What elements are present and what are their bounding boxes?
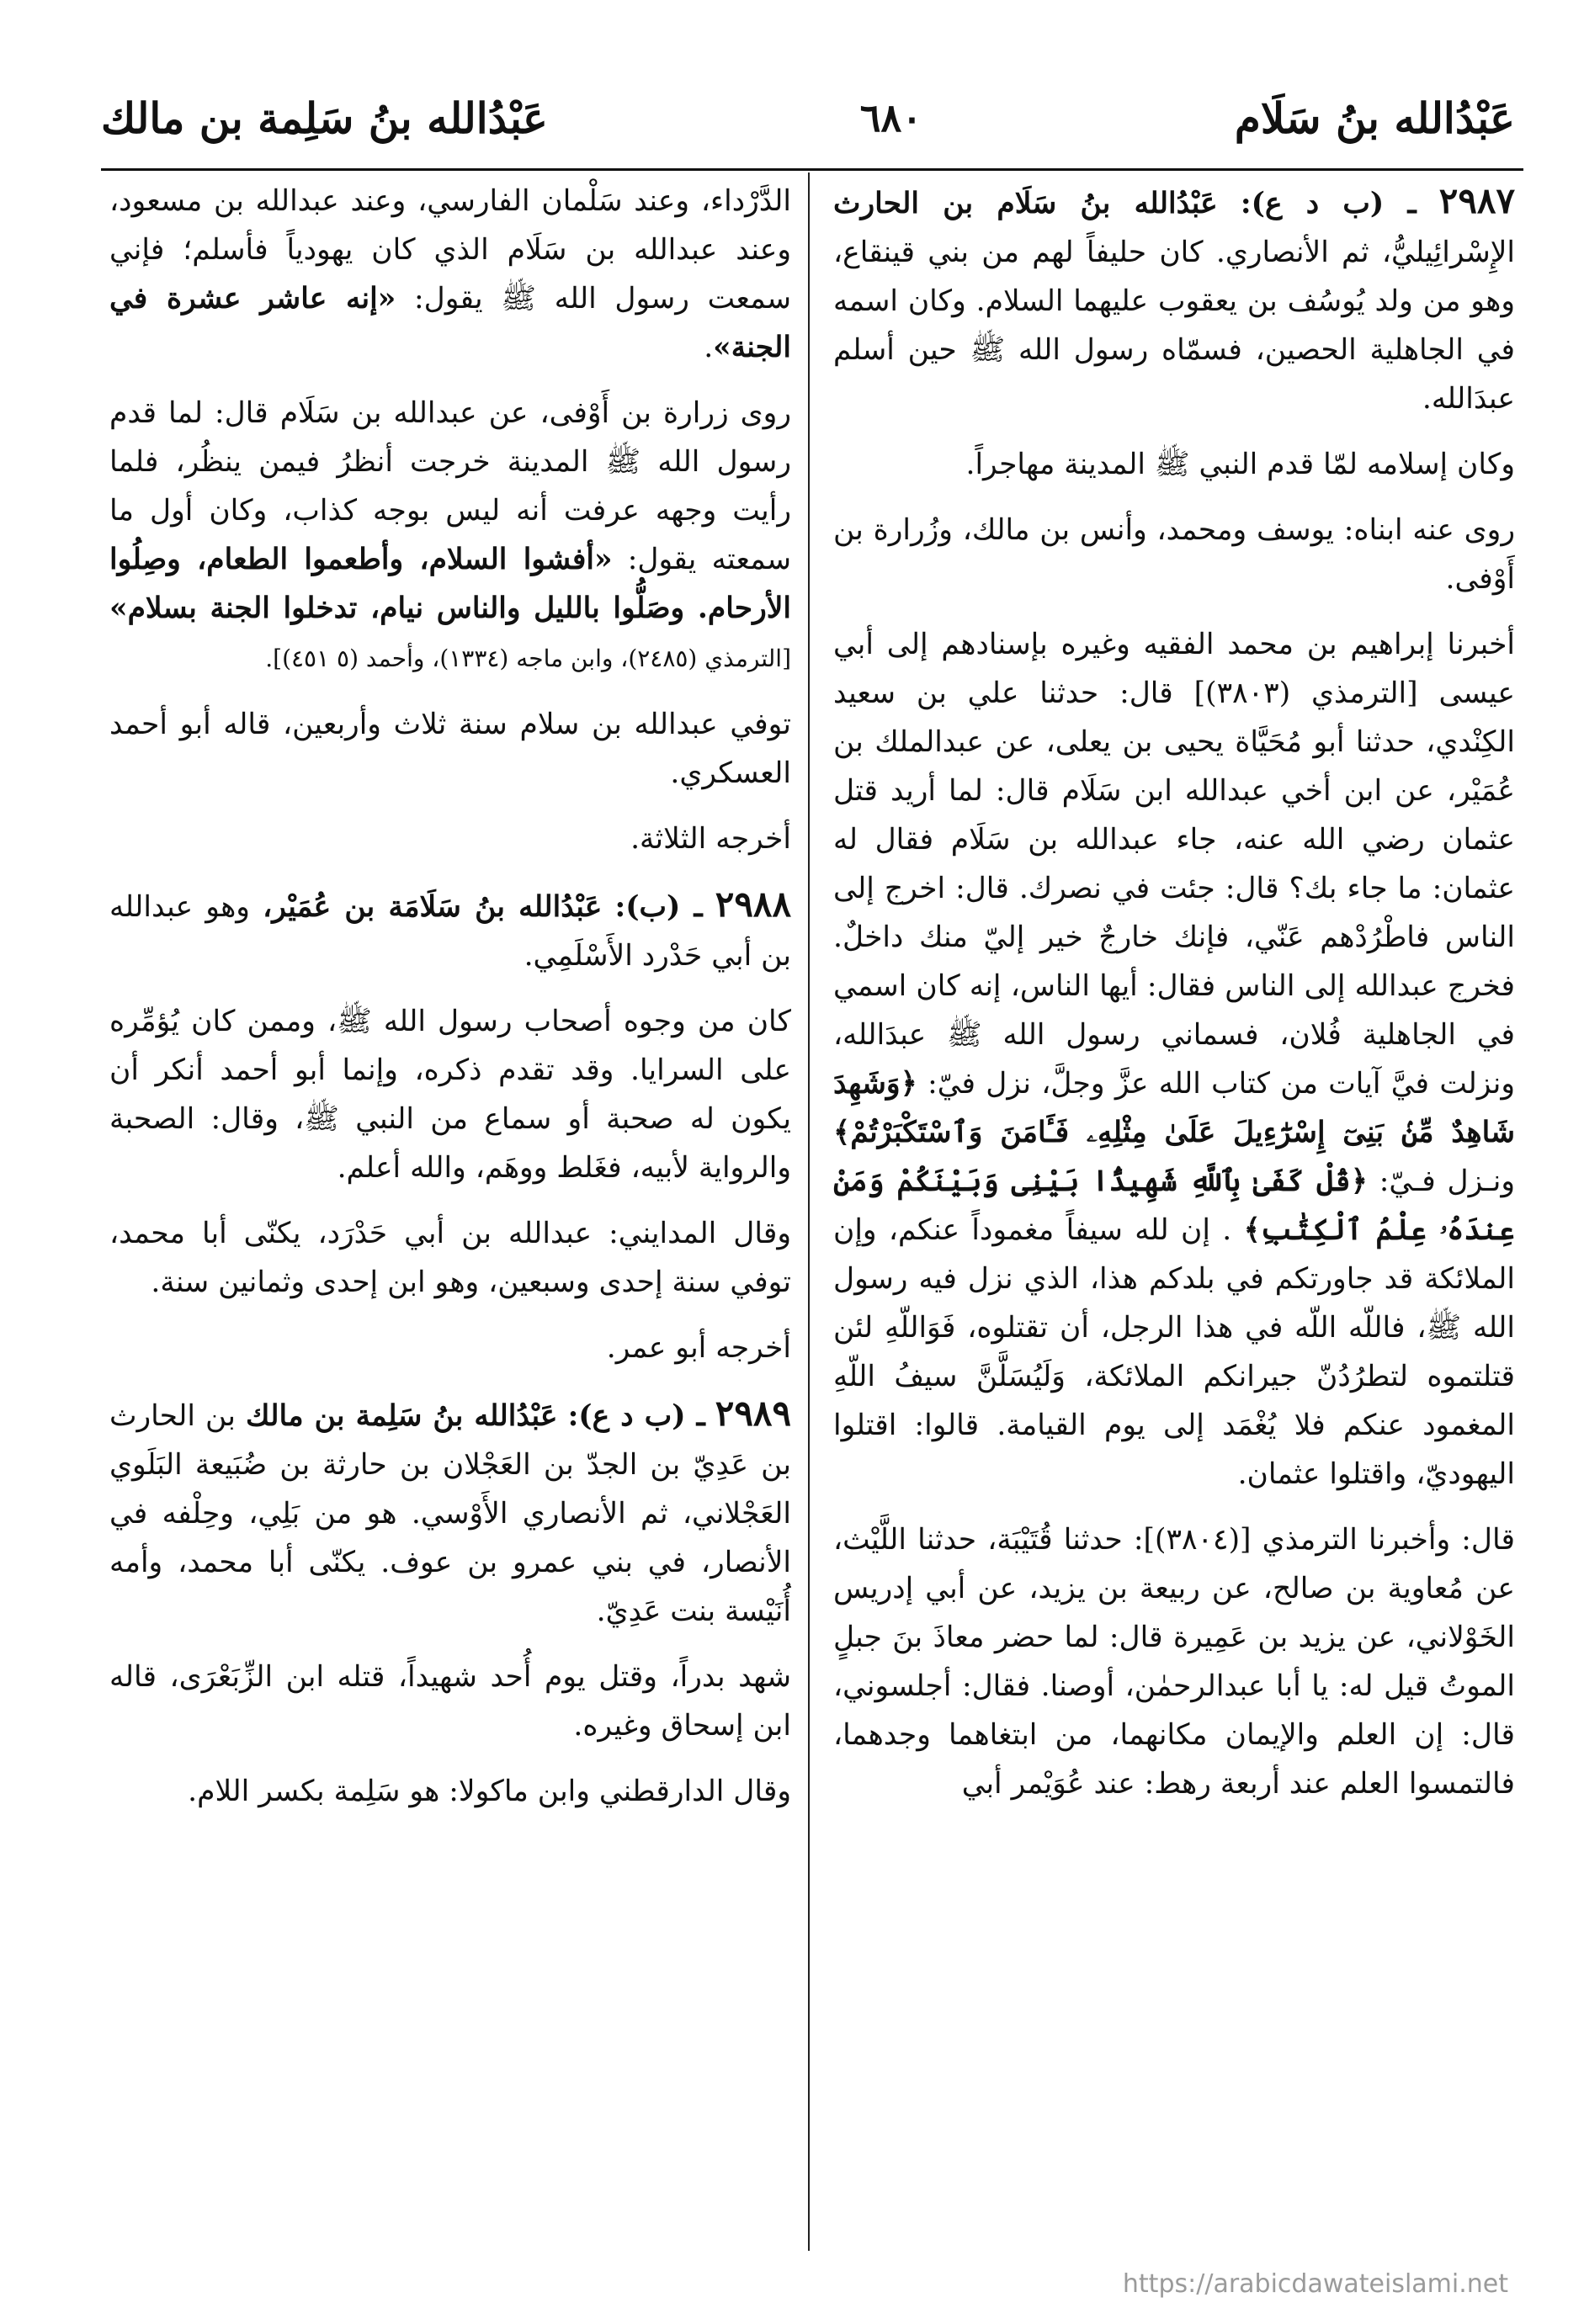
entry-name: عَبْدُالله بنُ سَلَامَة بن عُمَيْر، (263, 890, 603, 924)
entry-2988 (109, 880, 791, 980)
entry-code: ـ (ب): (614, 890, 703, 924)
paragraph-text: ونـزل فـيّ: (1379, 1165, 1515, 1198)
quran-verse: ﴿وَشَهِدَ شَاهِدٌ مِّنۢ بَنِىٓ إِسْرَٰٓءِيلَ عَلَىٰ مِثْلِهِۦ فَـَٔامَنَ وَٱسْتَكْبَرْتُمْ﴾ (833, 1067, 1515, 1149)
right-column (833, 177, 1515, 2247)
paragraph-text: روى زرارة بن أَوْفى، عن عبدالله بن سَلَام قال: لما قدم رسول الله ﷺ المدينة خرجت أنظرُ فيمن ينظُر، فلما رأيت وجهه عرفت أنه ليس بوجه كذاب، وكان أول ما سمعته يقول: (109, 396, 791, 576)
header-rule (101, 168, 1523, 171)
punctuation: . (704, 331, 714, 364)
paragraph: أخرجه الثلاثة. (630, 822, 791, 856)
quran-verse: ﴿قُلْ كَفَىٰ بِٱللَّهِ شَهِيدًۢا بَيْنِى وَبَيْنَكُمْ وَمَنْ عِندَهُۥ عِلْمُ ٱلْكِتَٰبِ﴾ (833, 1165, 1515, 1247)
running-header (101, 80, 1515, 156)
entry-code: ـ (ب د ع): (1240, 187, 1417, 220)
left-column (109, 177, 791, 2247)
hadith-quote: «إنه عاشر عشرة في الجنة» (109, 282, 791, 364)
paragraph: روى عنه ابناه: يوسف ومحمد، وأنس بن مالك، وزُرارة بن أَوْفى. (833, 513, 1515, 596)
paragraph-text: الدَّرْداء، وعند سَلْمان الفارسي، وعند عبدالله بن مسعود، وعند عبدالله بن سَلَام الذي كان يهودياً فأسلم؛ فإني سمعت رسول الله ﷺ يقول: (109, 184, 791, 316)
entry-2989 (109, 1389, 791, 1636)
paragraph: وقال الدارقطني وابن ماكولا: هو سَلِمة بكسر اللام. (188, 1775, 791, 1808)
entry-number: ٢٩٨٩ (715, 1393, 791, 1434)
watermark-url: https://arabicdawateislami.net (1122, 2269, 1508, 2299)
entry-name: عَبْدُالله بنُ سَلِمة بن مالك (245, 1399, 558, 1433)
entry-code: ـ (ب د ع): (567, 1399, 705, 1433)
entry-number: ٢٩٨٧ (1438, 180, 1515, 221)
paragraph: أخرجه أبو عمر. (606, 1331, 791, 1365)
paragraph-text: أخبرنا إبراهيم بن محمد الفقيه وغيره بإسنادهم إلى أبي عيسى [الترمذي (٣٨٠٣)] قال: حدثنا علي بن سعيد الكِنْدي، حدثنا أبو مُحَيَّاة يحيى بن يعلى، عن عبدالملك بن عُمَيْر، عن ابن أخي عبدالله ابن سَلَام قال: لما أريد قتل عثمان رضي الله عنه، جاء عبدالله بن سَلَام فقال له عثمان: ما جاء بك؟ قال: جئت في نصرك. قال: اخرج إلى الناس فاطْرُدْهم عَنّي، فإنك خارجٌ خير إليّ منك داخلٌ. فخرج عبدالله إلى الناس فقال: أيها الناس، إنه كان اسمي في الجاهلية فُلان، فسماني رسول الله ﷺ عبدَالله، ونزلت فيَّ آيات من كتاب الله عزَّ وجلَّ، نزل فيّ: (833, 628, 1515, 1101)
paragraph (109, 177, 791, 372)
header-left-title: عَبْدُالله بنُ سَلِمة بن مالك (101, 93, 548, 143)
paragraph: وقال المدايني: عبدالله بن أبي حَدْرَد، يكنّى أبا محمد، توفي سنة إحدى وسبعين، وهو ابن إحدى وثمانين سنة. (109, 1217, 791, 1299)
paragraph: توفي عبدالله بن سلام سنة ثلاث وأربعين، قاله أبو أحمد العسكري. (109, 708, 791, 790)
paragraph: شهد بدراً، وقتل يوم أُحد شهيداً، قتله ابن الزِّبَعْرَى، قاله ابن إسحاق وغيره. (109, 1660, 791, 1743)
entry-text: بن الحارث بن عَدِيّ بن الجدّ بن العَجْلان بن حارثة بن ضُبَيعة البَلَوي العَجْلاني، ثم الأنصاري الأَوْسي. هو من بَلِي، وحِلْفه في الأنصار، في بني عمرو بن عوف. يكنّى أبا محمد، وأمه أُنَيْسة بنت عَدِيّ. (109, 1399, 791, 1628)
entry-text: الإِسْرائِيليُّ، ثم الأنصاري. كان حليفاً لهم من بني قينقاع، وهو من ولد يُوسُف بن يعقوب عليهما السلام. وكان اسمه في الجاهلية الحصين، فسمّاه رسول الله ﷺ حين أسلم عبدَالله. (833, 236, 1515, 416)
column-divider (808, 172, 810, 2251)
header-right-title: عَبْدُالله بنُ سَلَام (1234, 93, 1515, 143)
entry-text: وهو عبدالله بن أبي حَدْرد الأَسْلَمِي. (109, 890, 791, 973)
source-reference: [الترمذي (٢٤٨٥)، وابن ماجه (١٣٣٤)، وأحمد (٥ ٤٥١)]. (265, 645, 791, 672)
paragraph: وكان إسلامه لمّا قدم النبي ﷺ المدينة مهاجراً. (965, 448, 1515, 481)
entry-number: ٢٩٨٨ (715, 883, 791, 925)
paragraph (109, 389, 791, 683)
entry-name: عَبْدُالله بنُ سَلَام بن الحارث (833, 187, 1218, 220)
hadith-quote: «أفشوا السلام، وأطعموا الطعام، وصِلُوا الأرحام. وصَلُّوا بالليل والناس نيام، تدخلوا الجنة بسلام» (109, 543, 791, 625)
paragraph: قال: وأخبرنا الترمذي [(٣٨٠٤)]: حدثنا قُتَيْبَة، حدثنا اللَّيْث، عن مُعاوية بن صالح، عن ربيعة بن يزيد، عن أبي إدريس الخَوْلاني، عن يزيد بن عَمِيرة قال: لما حضر معاذَ بنَ جبلٍ الموتُ قيل له: يا أبا عبدالرحمٰن، أوصنا. فقال: أجلسوني، قال: إن العلم والإيمان مكانهما، من ابتغاهما وجدهما، فالتمسوا العلم عند أربعة رهط: عند عُوَيْمر أبي (833, 1523, 1515, 1801)
paragraph (833, 620, 1515, 1499)
page-number: ٦٨٠ (859, 95, 922, 141)
paragraph-text: . إن لله سيفاً مغموداً عنكم، وإن الملائكة قد جاورتكم في بلدكم هذا، الذي نزل فيه رسول الله ﷺ، فاللّه اللّه في هذا الرجل، أن تقتلوه، فَوَاللّهِ لئن قتلتموه لتطرُدُنّ جيرانكم الملائكة، وَلَيُسَلَّنَّ سيفُ اللّهِ المغمود عنكم فلا يُغْمَد إلى يوم القيامة. قالوا: اقتلوا اليهوديّ، واقتلوا عثمان. (833, 1213, 1515, 1491)
paragraph: كان من وجوه أصحاب رسول الله ﷺ، وممن كان يُؤمِّره على السرايا. وقد تقدم ذكره، وإنما أبو أحمد أنكر أن يكون له صحبة أو سماع من النبي ﷺ، وقال: الصحبة والرواية لأبيه، فغَلط ووهَم، والله أعلم. (109, 1005, 791, 1185)
entry-2987 (833, 177, 1515, 423)
